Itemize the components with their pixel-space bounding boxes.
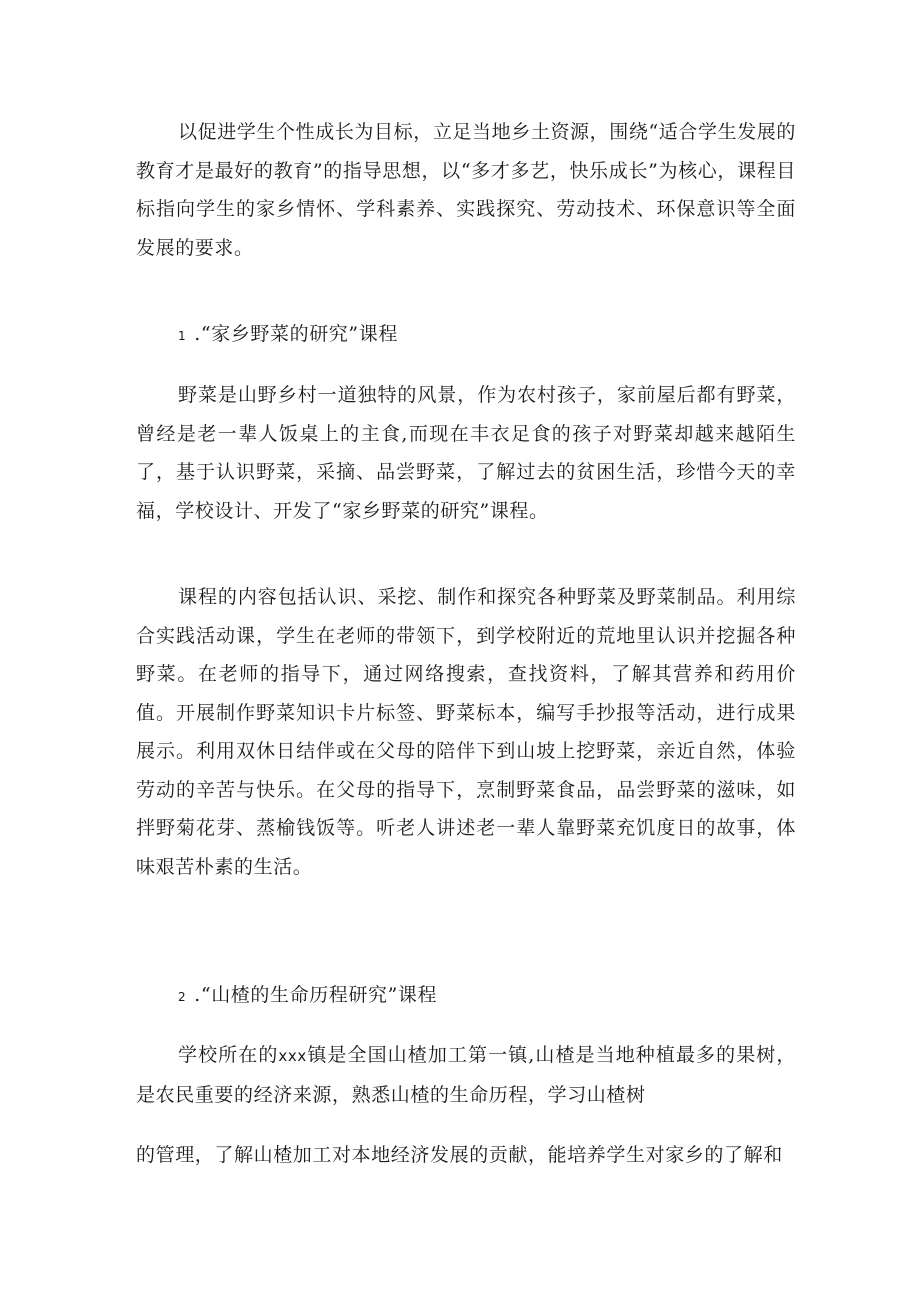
wild-vegetables-paragraph: 野菜是山野乡村一道独特的风景，作为农村孩子，家前屋后都有野菜，曾经是老一辈人饭桌上的主食,而现在丰衣足食的孩子对野菜却越来越陌生了，基于认识野菜，采摘、品尝野菜，了解过去的贫困生活，珍惜今天的幸福，学校设计、开发了“家乡野菜的研究”课程。: [136, 384, 796, 522]
hawthorn-text-rest: 镇是全国山楂加工第一镇,山楂是当地种植最多的果树，是农民重要的经济来源，熟悉山楂的生命历程，学习山楂树: [136, 1044, 796, 1106]
town-name: xxx: [278, 1047, 307, 1065]
section-heading-2: [178, 976, 437, 1016]
section-title-1: .“家乡野菜的研究”课程: [194, 323, 398, 345]
section-heading-1: [178, 315, 398, 355]
section-number-2: 2: [178, 990, 187, 1004]
continuation-line: 的管理，了解山楂加工对本地经济发展的贡献，能培养学生对家乡的了解和: [136, 1144, 783, 1166]
section-number-1: 1: [178, 329, 187, 343]
section-title-2: .“山楂的生命历程研究”课程: [194, 984, 438, 1006]
hawthorn-text-start: 学校所在的: [178, 1044, 279, 1066]
hawthorn-paragraph: [136, 1036, 796, 1114]
course-content-paragraph: 课程的内容包括认识、采挖、制作和探究各种野菜及野菜制品。利用综合实践活动课，学生在老师的带领下，到学校附近的荒地里认识并挖掘各种野菜。在老师的指导下，通过网络搜索，查找资料，了解其营养和药用价值。开展制作野菜知识卡片标签、野菜标本，编写手抄报等活动，进行成果展示。利用双休日结伴或在父母的陪伴下到山坡上挖野菜，亲近自然，体验劳动的辛苦与快乐。在父母的指导下，烹制野菜食品，品尝野菜的滋味，如拌野菊花芽、蒸榆钱饭等。听老人讲述老一辈人靠野菜充饥度日的故事，体味艰苦朴素的生活。: [136, 586, 796, 878]
intro-paragraph: 以促进学生个性成长为目标，立足当地乡土资源，围绕“适合学生发展的教育才是最好的教育”的指导思想，以“多才多艺，快乐成长”为核心，课程目标指向学生的家乡情怀、学科素养、实践探究、劳动技术、环保意识等全面发展的要求。: [136, 121, 796, 259]
